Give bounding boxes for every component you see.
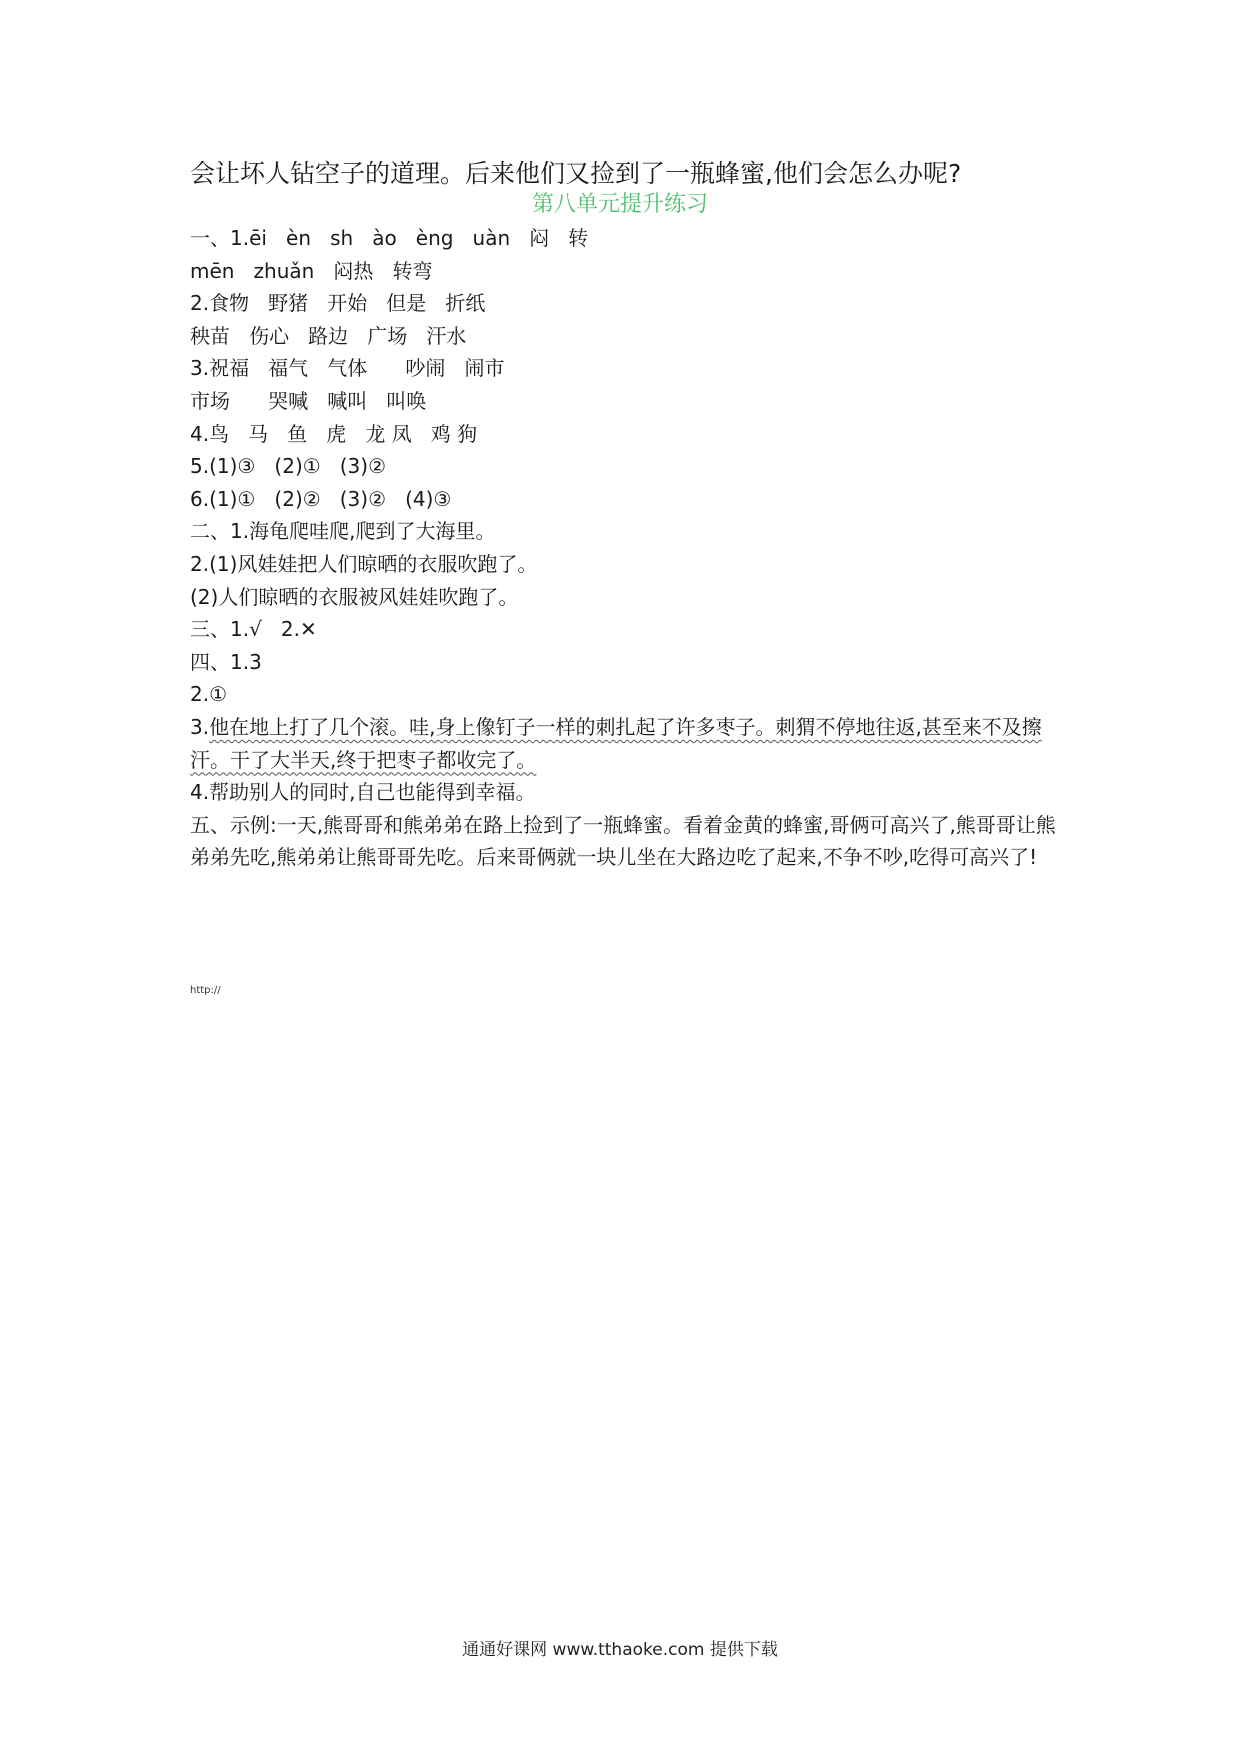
answer-prefix: 3. bbox=[190, 714, 210, 739]
footer-credit: 通通好课网 www.tthaoke.com 提供下载 bbox=[462, 1640, 778, 1660]
wavy-underlined-answer: 他在地上打了几个滚。哇,身上像钉子一样的刺扎起了许多枣子。刺猬不停地往返,甚至来不及擦汗。干了大半天,终于把枣子都收完了。 bbox=[190, 714, 1042, 772]
answer-line: 市场 哭喊 喊叫 叫唤 bbox=[190, 388, 427, 413]
answer-line: 二、1.海龟爬哇爬,爬到了大海里。 bbox=[190, 519, 496, 544]
answer-list bbox=[190, 222, 1070, 874]
answer-line: 3.祝福 福气 气体 吵闹 闹市 bbox=[190, 356, 505, 381]
answer-paragraph: 五、示例:一天,熊哥哥和熊弟弟在路上捡到了一瓶蜂蜜。看着金黄的蜂蜜,哥俩可高兴了,熊哥哥让熊弟弟先吃,熊弟弟让熊哥哥先吃。后来哥俩就一块儿坐在大路边吃了起来,不争不吵,吃得可高兴了! bbox=[190, 812, 1056, 870]
section-title: 第八单元提升练习 bbox=[531, 192, 708, 217]
answer-line: 四、1.3 bbox=[190, 649, 262, 674]
intro-question-line: 会让坏人钻空子的道理。后来他们又捡到了一瓶蜂蜜,他们会怎么办呢? bbox=[190, 159, 962, 188]
answer-line: 2.食物 野猪 开始 但是 折纸 bbox=[190, 291, 486, 316]
answer-line: 三、1.√ 2.✕ bbox=[190, 617, 317, 642]
url-fragment: http:// bbox=[190, 985, 221, 996]
answer-line: mēn zhuǎn 闷热 转弯 bbox=[190, 258, 433, 283]
answer-paragraph-underlined bbox=[190, 711, 1070, 776]
answer-line: 2.(1)风娃娃把人们晾晒的衣服吹跑了。 bbox=[190, 551, 538, 576]
answer-line: 2.① bbox=[190, 682, 228, 707]
answer-line: 4.鸟 马 鱼 虎 龙 凤 鸡 狗 bbox=[190, 421, 478, 446]
answer-line: 5.(1)③ (2)① (3)② bbox=[190, 454, 387, 479]
answer-line: (2)人们晾晒的衣服被风娃娃吹跑了。 bbox=[190, 584, 519, 609]
answer-line: 一、1.ēi èn sh ào èng uàn 闷 转 bbox=[190, 226, 589, 250]
answer-line: 秧苗 伤心 路边 广场 汗水 bbox=[190, 323, 467, 348]
answer-line: 4.帮助别人的同时,自己也能得到幸福。 bbox=[190, 780, 536, 805]
answer-line: 6.(1)① (2)② (3)② (4)③ bbox=[190, 486, 452, 511]
